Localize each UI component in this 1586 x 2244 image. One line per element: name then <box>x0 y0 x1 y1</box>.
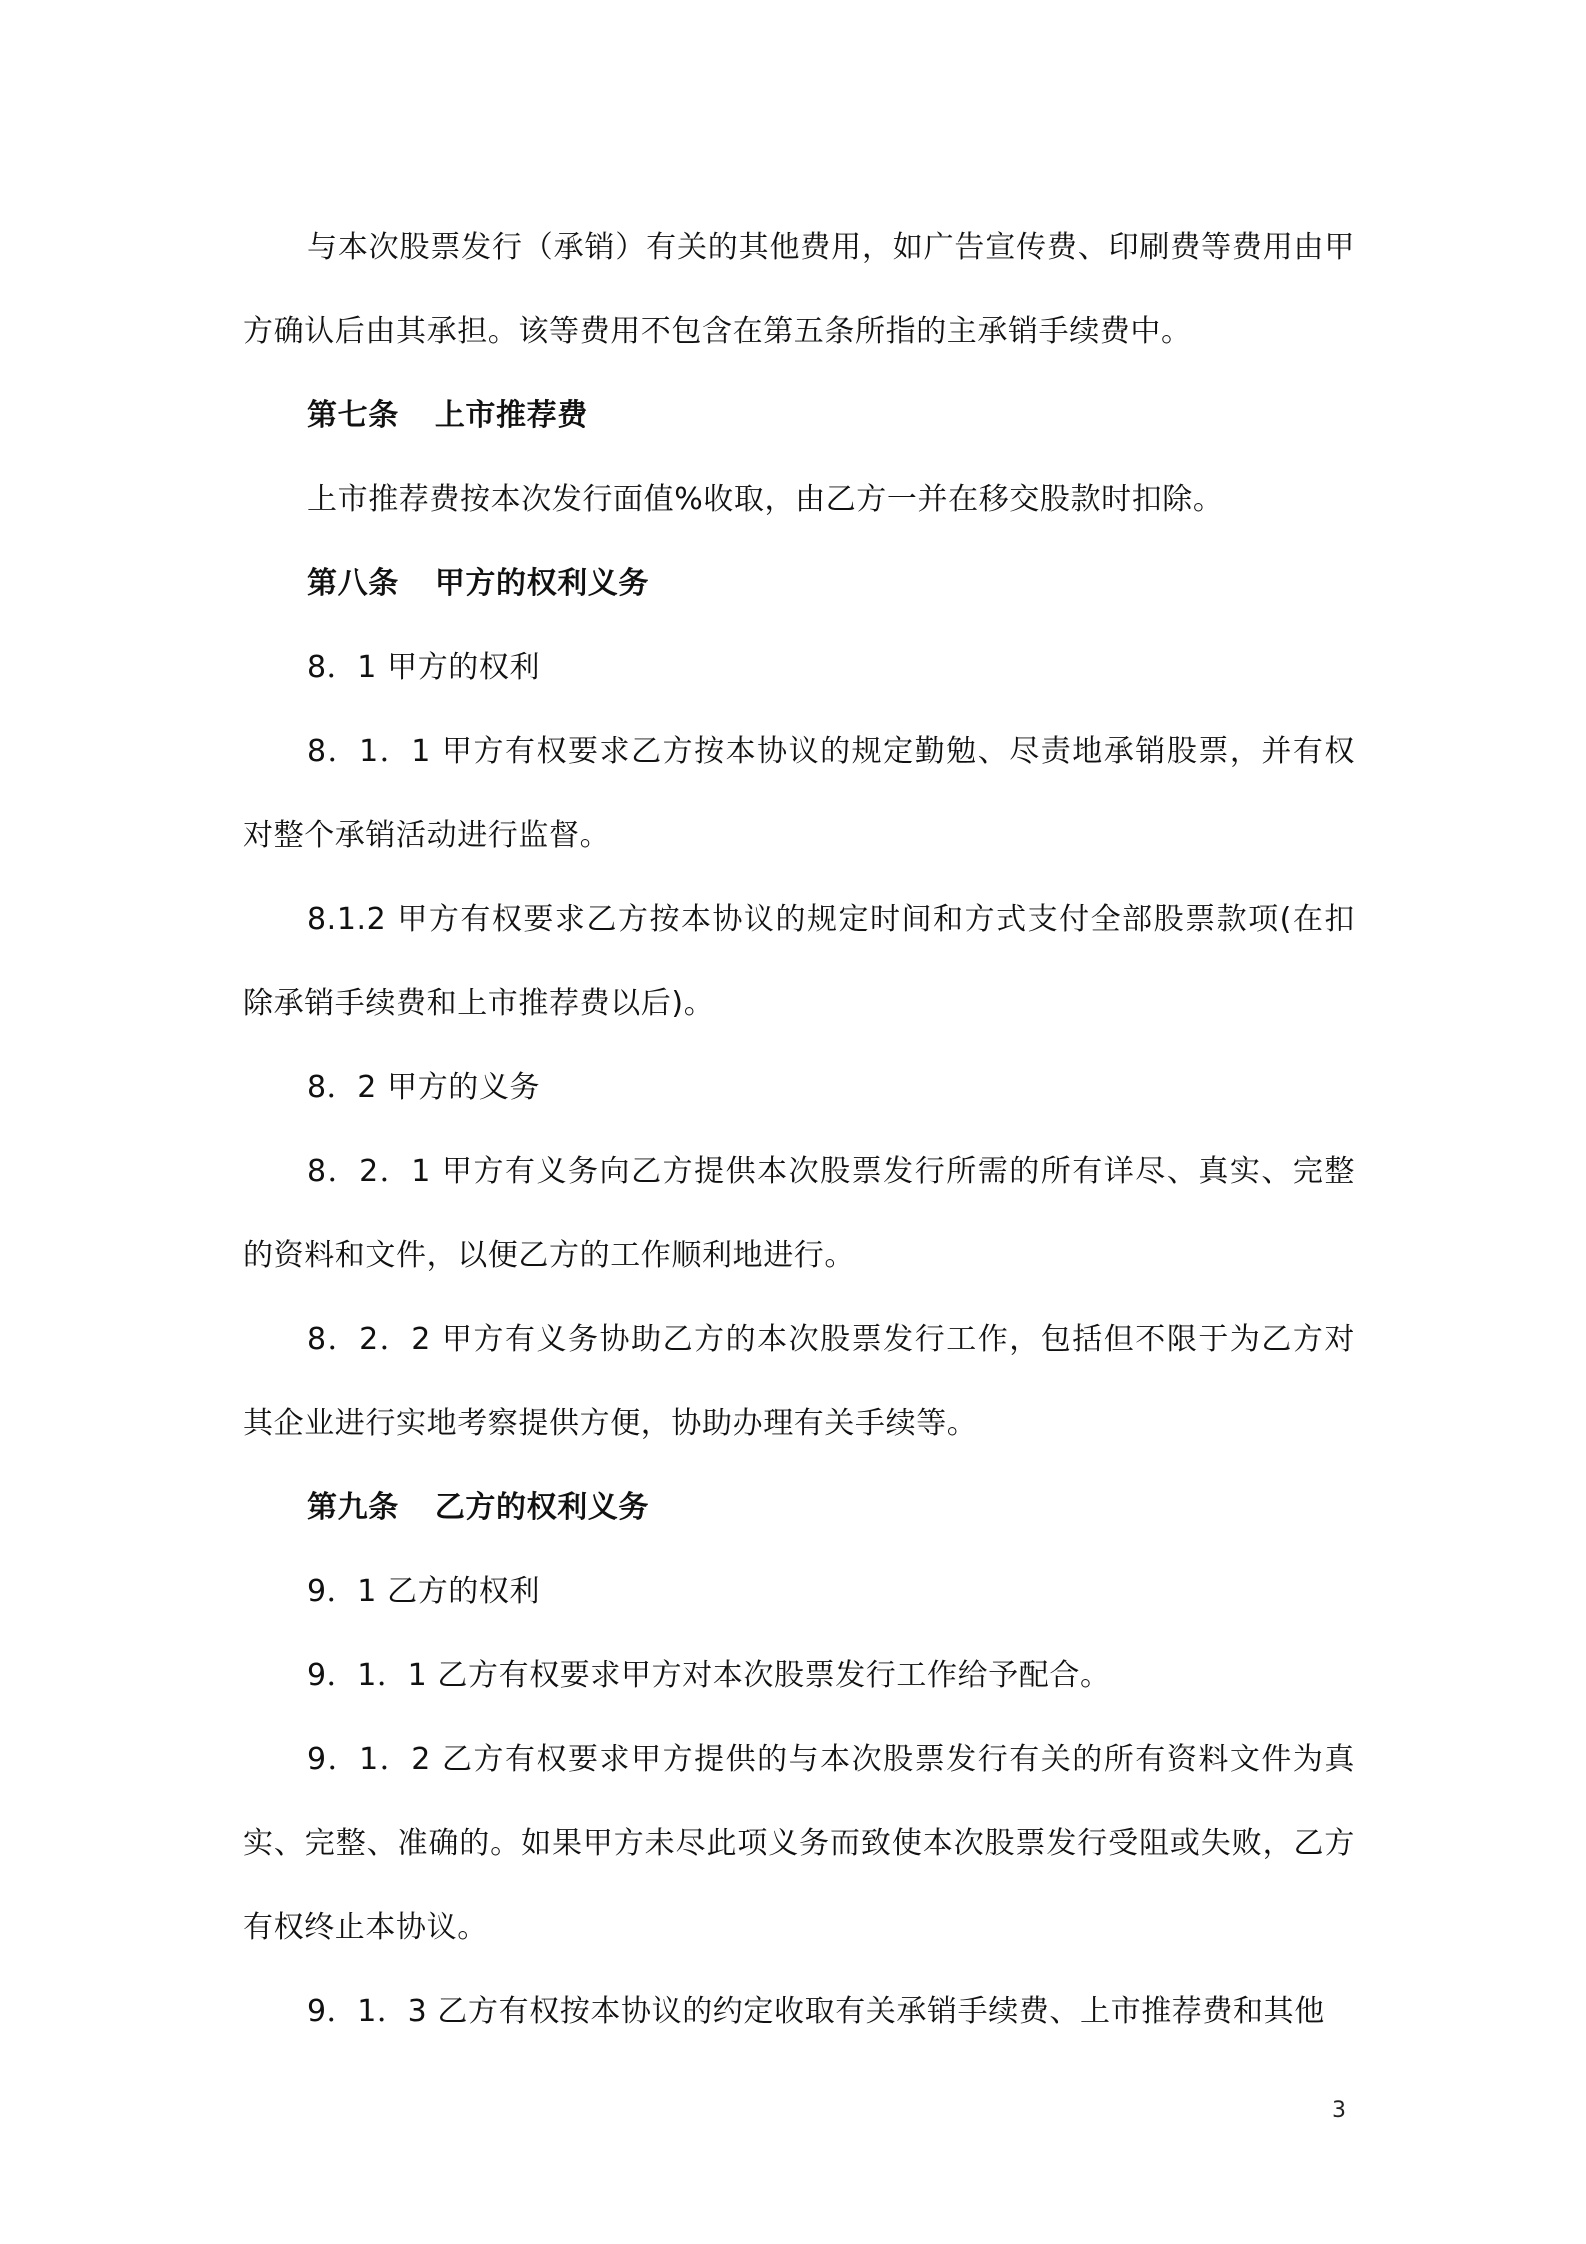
clause-8-2: 8．2 甲方的义务 <box>307 1070 541 1105</box>
article-9-number: 第九条 <box>307 1490 399 1525</box>
clause-9-1-1: 9．1．1 乙方有权要求甲方对本次股票发行工作给予配合。 <box>307 1658 1111 1693</box>
heading-article-9 <box>243 1466 1355 1550</box>
article-9-title: 乙方的权利义务 <box>434 1490 650 1525</box>
clause-8-1: 8．1 甲方的权利 <box>307 650 541 685</box>
clause-8-1-2: 8.1.2 甲方有权要求乙方按本协议的规定时间和方式支付全部股票款项(在扣除承销手续费和上市推荐费以后)。 <box>243 902 1355 1021</box>
heading-article-7 <box>243 374 1355 458</box>
article-8-title: 甲方的权利义务 <box>434 566 650 601</box>
article-7-number: 第七条 <box>307 398 399 433</box>
document-body <box>243 206 1355 2054</box>
clause-9-1-2: 9．1．2 乙方有权要求甲方提供的与本次股票发行有关的所有资料文件为真实、完整、准确的。如果甲方未尽此项义务而致使本次股票发行受阻或失败，乙方有权终止本协议。 <box>243 1742 1355 1945</box>
article-8-number: 第八条 <box>307 566 399 601</box>
paragraph-listing-fee: 上市推荐费按本次发行面值%收取，由乙方一并在移交股款时扣除。 <box>307 482 1224 517</box>
page-number: 3 <box>1332 2098 1346 2123</box>
clause-9-1-3: 9．1．3 乙方有权按本协议的约定收取有关承销手续费、上市推荐费和其他 <box>307 1994 1325 2029</box>
clause-8-2-2: 8．2．2 甲方有义务协助乙方的本次股票发行工作，包括但不限于为乙方对其企业进行实地考察提供方便，协助办理有关手续等。 <box>243 1322 1355 1441</box>
clause-8-2-1: 8．2．1 甲方有义务向乙方提供本次股票发行所需的所有详尽、真实、完整的资料和文件，以便乙方的工作顺利地进行。 <box>243 1154 1355 1273</box>
paragraph-other-fees: 与本次股票发行（承销）有关的其他费用，如广告宣传费、印刷费等费用由甲方确认后由其承担。该等费用不包含在第五条所指的主承销手续费中。 <box>243 230 1355 349</box>
heading-article-8 <box>243 542 1355 626</box>
article-7-title: 上市推荐费 <box>434 398 588 433</box>
clause-9-1: 9．1 乙方的权利 <box>307 1574 541 1609</box>
clause-8-1-1: 8．1．1 甲方有权要求乙方按本协议的规定勤勉、尽责地承销股票，并有权对整个承销活动进行监督。 <box>243 734 1355 853</box>
